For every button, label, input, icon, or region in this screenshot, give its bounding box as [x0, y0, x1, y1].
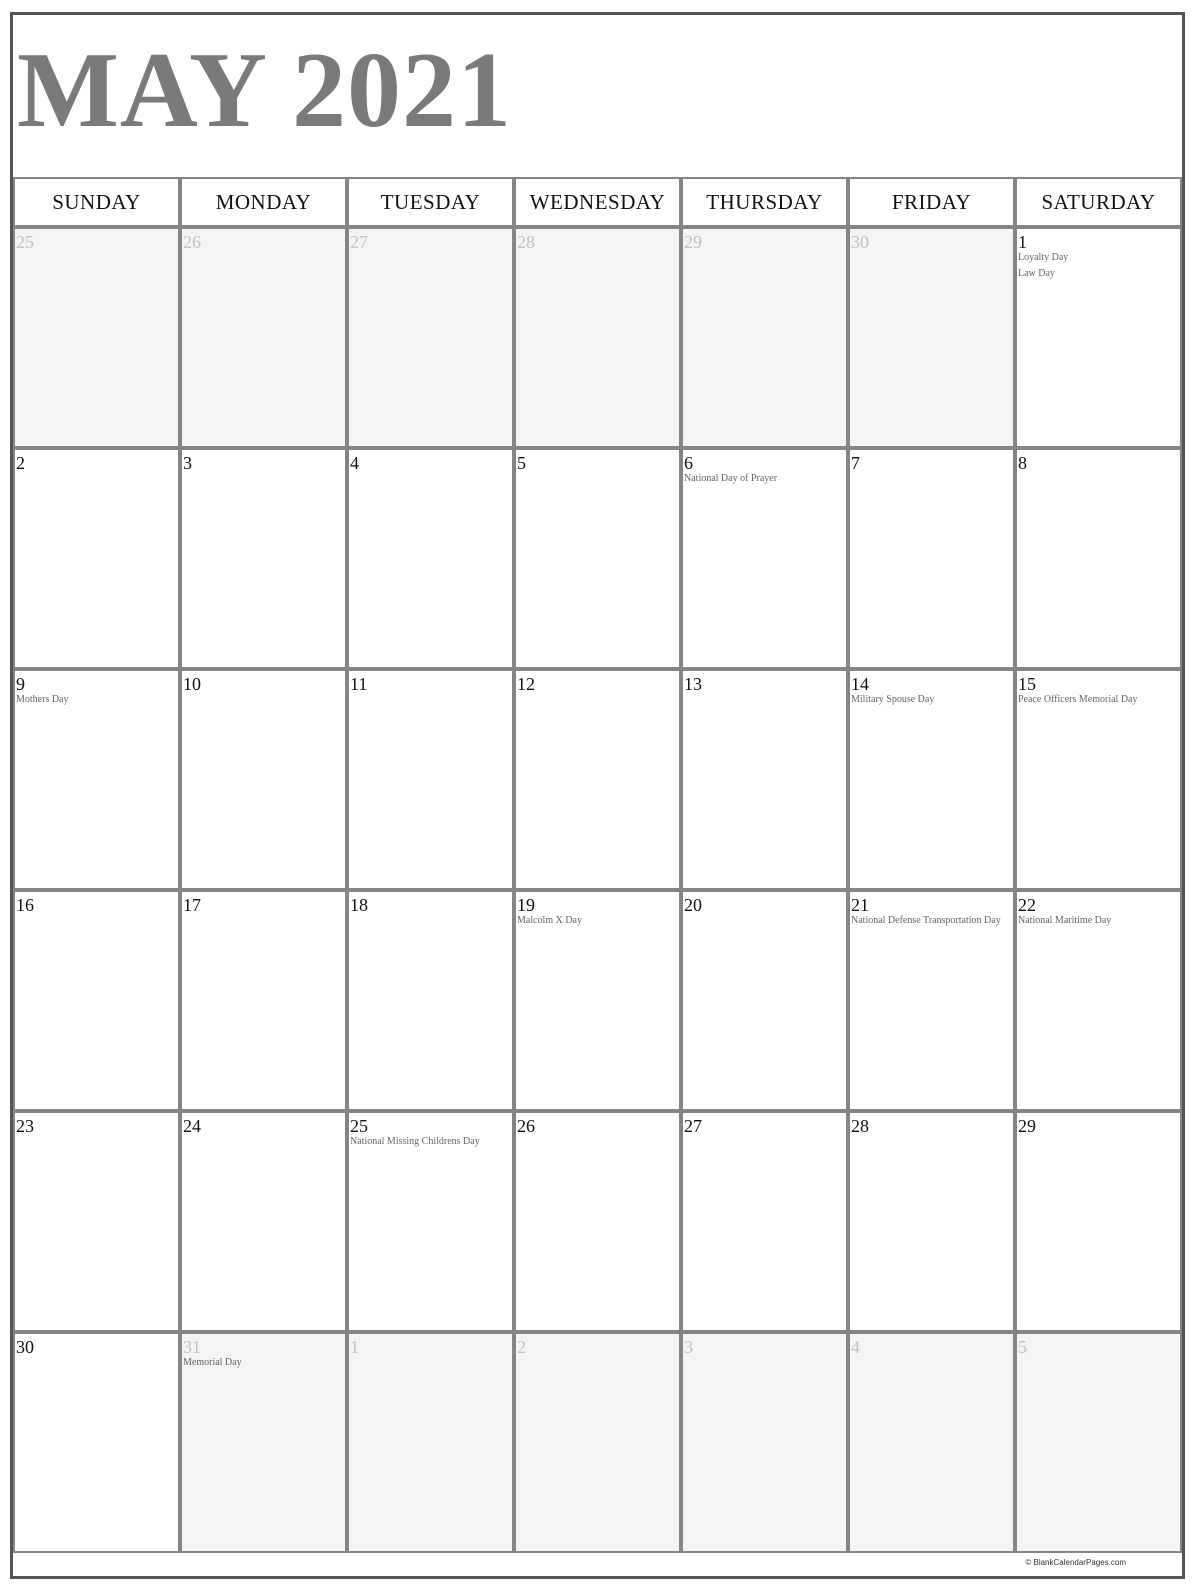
day-number: 17 [183, 895, 201, 915]
day-number: 27 [684, 1116, 702, 1136]
title-area [13, 15, 1182, 179]
event-label: Memorial Day [183, 1357, 242, 1368]
event-label: Loyalty Day [1018, 252, 1069, 263]
weekday-header: SUNDAY [13, 177, 180, 227]
day-cell[interactable] [1015, 227, 1182, 448]
event-label: Malcolm X Day [517, 915, 582, 926]
day-number: 3 [684, 1337, 693, 1357]
event-label: Peace Officers Memorial Day [1018, 694, 1138, 705]
calendar-page [10, 12, 1185, 1579]
day-cell[interactable] [180, 1332, 347, 1553]
day-number: 28 [517, 232, 535, 252]
day-number: 11 [350, 674, 368, 694]
day-number: 29 [1018, 1116, 1036, 1136]
day-cell[interactable] [848, 1332, 1015, 1553]
day-number: 2 [517, 1337, 526, 1357]
day-cell[interactable] [13, 448, 180, 669]
day-number: 26 [183, 232, 201, 252]
weekday-header: FRIDAY [848, 177, 1015, 227]
day-cell[interactable] [514, 890, 681, 1111]
day-cell[interactable] [13, 1332, 180, 1553]
day-number: 16 [16, 895, 34, 915]
day-number: 24 [183, 1116, 201, 1136]
day-cell[interactable] [681, 1111, 848, 1332]
day-number: 25 [16, 232, 34, 252]
day-cell[interactable] [13, 227, 180, 448]
day-number: 19 [517, 895, 535, 915]
day-number: 3 [183, 453, 192, 473]
day-cell[interactable] [848, 227, 1015, 448]
event-list [1018, 695, 1178, 711]
day-number: 14 [851, 674, 869, 694]
day-number: 10 [183, 674, 201, 694]
event-list [517, 916, 677, 932]
day-cell[interactable] [848, 669, 1015, 890]
day-number: 5 [1018, 1337, 1027, 1357]
event-label: National Defense Transportation Day [851, 915, 1001, 926]
day-number: 23 [16, 1116, 34, 1136]
day-number: 20 [684, 895, 702, 915]
event-list [16, 695, 176, 711]
day-cell[interactable] [514, 1111, 681, 1332]
day-cell[interactable] [180, 448, 347, 669]
day-cell[interactable] [347, 227, 514, 448]
day-number: 30 [851, 232, 869, 252]
day-cell[interactable] [347, 1111, 514, 1332]
day-number: 1 [1018, 232, 1027, 252]
day-number: 26 [517, 1116, 535, 1136]
day-cell[interactable] [1015, 890, 1182, 1111]
day-cell[interactable] [681, 669, 848, 890]
month-title: MAY 2021 [17, 31, 513, 150]
day-number: 9 [16, 674, 25, 694]
day-cell[interactable] [514, 227, 681, 448]
day-cell[interactable] [681, 448, 848, 669]
day-number: 2 [16, 453, 25, 473]
day-cell[interactable] [681, 890, 848, 1111]
event-list [1018, 253, 1178, 285]
day-number: 25 [350, 1116, 368, 1136]
weekday-header: WEDNESDAY [514, 177, 681, 227]
day-number: 22 [1018, 895, 1036, 915]
day-cell[interactable] [347, 1332, 514, 1553]
day-cell[interactable] [13, 1111, 180, 1332]
day-cell[interactable] [681, 1332, 848, 1553]
day-number: 28 [851, 1116, 869, 1136]
day-cell[interactable] [180, 890, 347, 1111]
day-number: 21 [851, 895, 869, 915]
day-number: 5 [517, 453, 526, 473]
copyright-footer: © BlankCalendarPages.com [1025, 1558, 1126, 1567]
weekday-header: MONDAY [180, 177, 347, 227]
event-label: Mothers Day [16, 694, 69, 705]
day-cell[interactable] [848, 448, 1015, 669]
day-cell[interactable] [1015, 448, 1182, 669]
day-cell[interactable] [848, 1111, 1015, 1332]
event-label: National Maritime Day [1018, 915, 1112, 926]
calendar-grid [13, 177, 1182, 1553]
day-cell[interactable] [13, 890, 180, 1111]
day-cell[interactable] [514, 669, 681, 890]
day-number: 8 [1018, 453, 1027, 473]
weekday-header: TUESDAY [347, 177, 514, 227]
day-number: 30 [16, 1337, 34, 1357]
day-number: 18 [350, 895, 368, 915]
day-number: 7 [851, 453, 860, 473]
day-cell[interactable] [347, 669, 514, 890]
day-cell[interactable] [347, 448, 514, 669]
event-list [684, 474, 844, 490]
day-number: 31 [183, 1337, 201, 1357]
day-number: 27 [350, 232, 368, 252]
day-cell[interactable] [514, 448, 681, 669]
event-label: National Day of Prayer [684, 473, 778, 484]
event-list [350, 1137, 510, 1153]
day-cell[interactable] [681, 227, 848, 448]
day-cell[interactable] [1015, 669, 1182, 890]
event-list [851, 916, 1011, 932]
day-cell[interactable] [180, 227, 347, 448]
day-number: 6 [684, 453, 693, 473]
event-label: Law Day [1018, 268, 1055, 279]
event-label: National Missing Childrens Day [350, 1136, 480, 1147]
event-list [183, 1358, 343, 1374]
day-cell[interactable] [13, 669, 180, 890]
event-list [1018, 916, 1178, 932]
day-number: 4 [350, 453, 359, 473]
day-cell[interactable] [514, 1332, 681, 1553]
day-number: 4 [851, 1337, 860, 1357]
event-list [851, 695, 1011, 711]
day-cell[interactable] [180, 669, 347, 890]
day-cell[interactable] [180, 1111, 347, 1332]
weekday-header: SATURDAY [1015, 177, 1182, 227]
day-number: 12 [517, 674, 535, 694]
day-number: 15 [1018, 674, 1036, 694]
day-cell[interactable] [1015, 1111, 1182, 1332]
day-cell[interactable] [347, 890, 514, 1111]
day-cell[interactable] [1015, 1332, 1182, 1553]
weekday-header: THURSDAY [681, 177, 848, 227]
day-number: 29 [684, 232, 702, 252]
event-label: Military Spouse Day [851, 694, 935, 705]
day-cell[interactable] [848, 890, 1015, 1111]
day-number: 1 [350, 1337, 359, 1357]
day-number: 13 [684, 674, 702, 694]
